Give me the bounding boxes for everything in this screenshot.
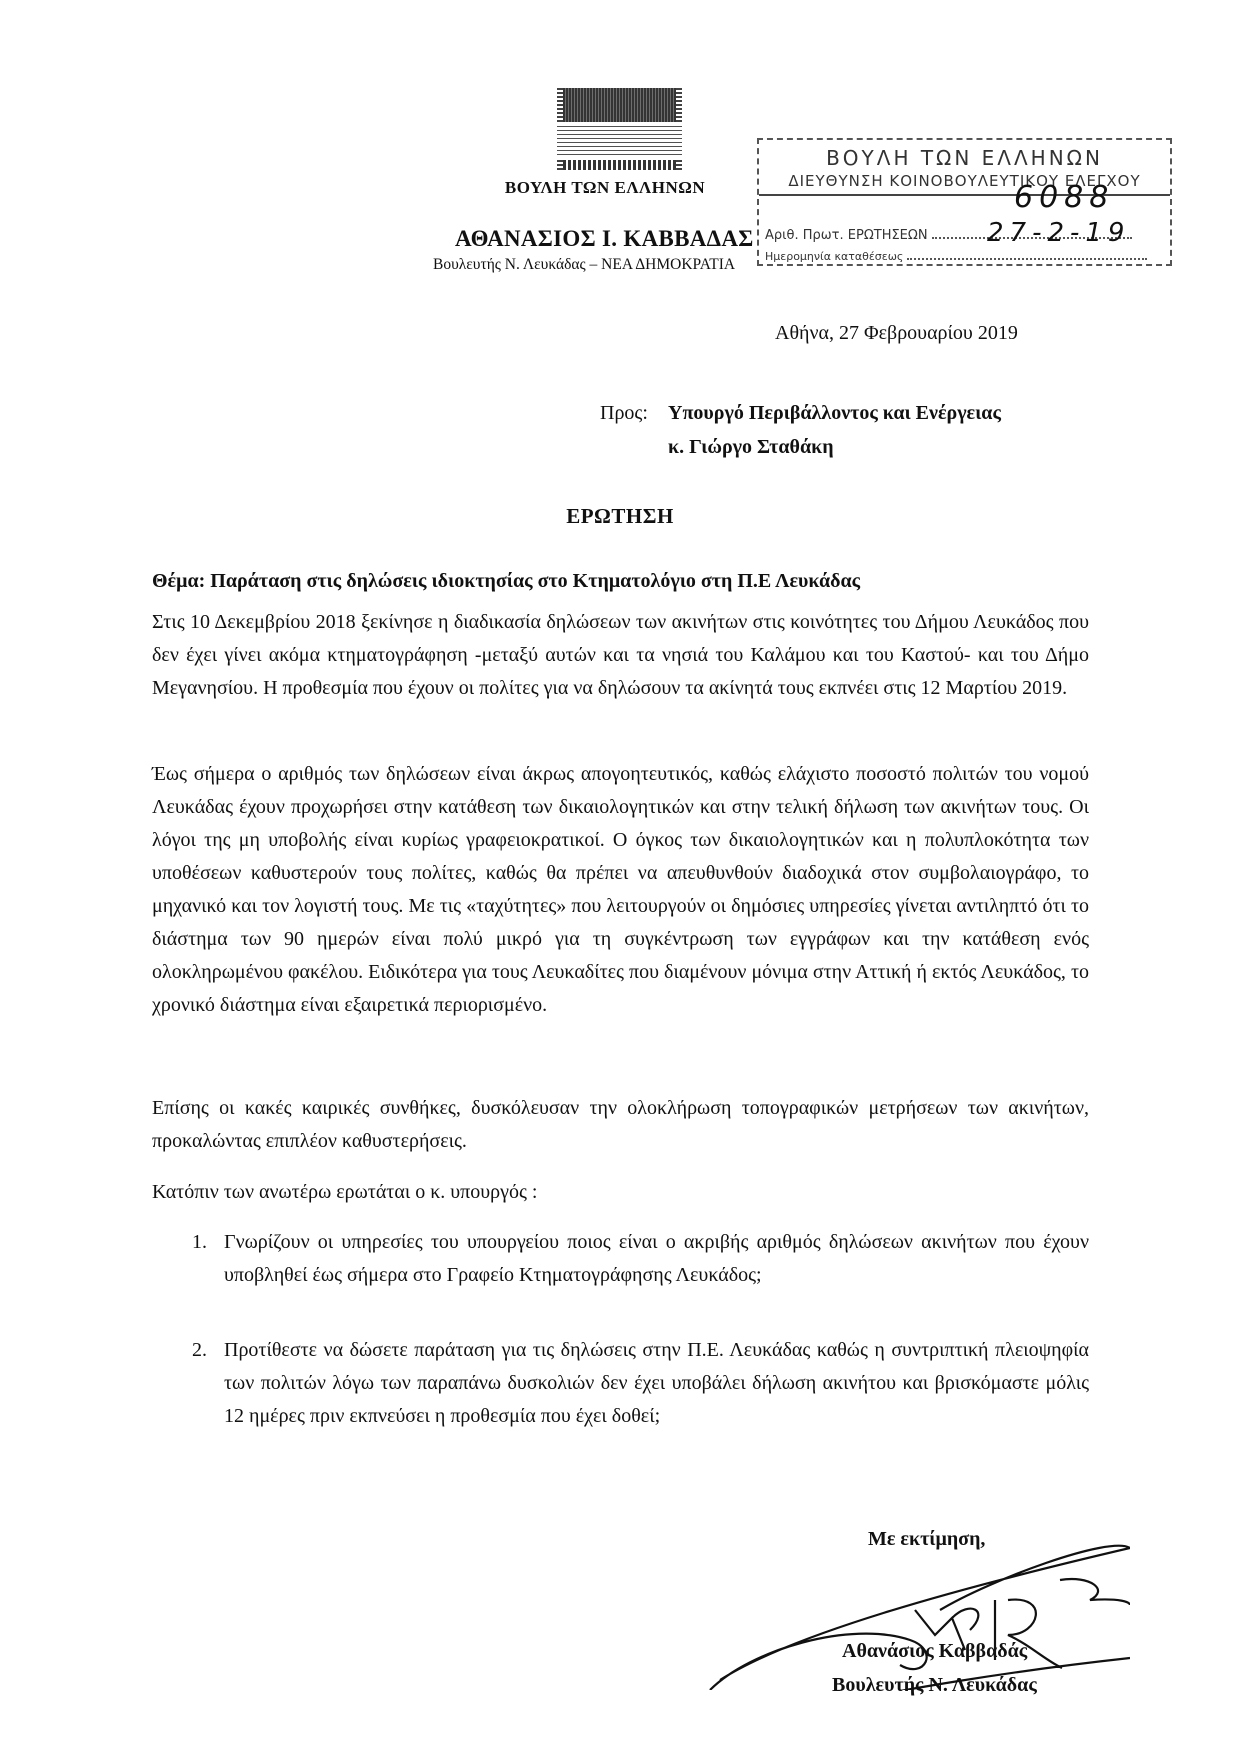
stamp-date-row bbox=[765, 250, 1147, 263]
question-number: 2. bbox=[192, 1339, 207, 1361]
body-paragraph: Επίσης οι κακές καιρικές συνθήκες, δυσκόλευσαν την ολοκλήρωση τοπογραφικών μετρήσεων των ακινήτων, προκαλώντας επιπλέον καθυστερήσεις. bbox=[152, 1097, 1089, 1152]
stamp-date-label: Ημερομηνία καταθέσεως bbox=[765, 250, 904, 263]
mp-name: ΑΘΑΝΑΣΙΟΣ Ι. ΚΑΒΒΑΔΑΣ bbox=[455, 226, 754, 251]
date-line: Αθήνα, 27 Φεβρουαρίου 2019 bbox=[775, 322, 1018, 344]
stamp-subtitle: ΔΙΕΥΘΥΝΣΗ ΚΟΙΝΟΒΟΥΛΕΥΤΙΚΟΥ ΕΛΕΓΧΟΥ bbox=[788, 172, 1141, 190]
question-text: Προτίθεστε να δώσετε παράταση για τις δηλώσεις στην Π.Ε. Λευκάδας καθώς η συντριπτική πλειοψηφία των πολιτών λόγω των παραπάνω δυσκολιών δεν έχει υποβάλει δήλωση ακινήτου και βρισκόμαστε μόλις 12 ημέρες πριν εκπνεύσει η προθεσμία που έχει δοθεί; bbox=[224, 1339, 1089, 1427]
stamp-date-value: 27-2-19 bbox=[987, 218, 1131, 248]
question-text: Γνωρίζουν οι υπηρεσίες του υπουργείου ποιος είναι ο ακριβής αριθμός δηλώσεων ακινήτων που έχουν υποβληθεί έως σήμερα στο Γραφείο Κτηματογράφησης Λευκάδος; bbox=[224, 1231, 1089, 1286]
subject-line: Θέμα: Παράταση στις δηλώσεις ιδιοκτησίας στο Κτηματολόγιο στη Π.Ε Λευκάδας bbox=[152, 570, 861, 592]
body-paragraph: Έως σήμερα ο αριθμός των δηλώσεων είναι άκρως απογοητευτικός, καθώς ελάχιστο ποσοστό πολιτών του νομού Λευκάδας έχουν προχωρήσει στην κατάθεση των δικαιολογητικών και στην τελική δήλωση των ακινήτων τους. Οι λόγοι της μη υποβολής είναι κυρίως γραφειοκρατικοί. Ο όγκος των δικαιολογητικών και η πολυπλοκότητα των υποθέσεων καθυστερούν τους πολίτες, καθώς θα πρέπει να απευθυνθούν διαδοχικά στον συμβολαιογράφο, το μηχανικό και τον λογιστή τους. Με τις «ταχύτητες» που λειτουργούν οι δημόσιες υπηρεσίες γίνεται αντιληπτό ότι το διάστημα των 90 ημερών είναι πολύ μικρό για τη συγκέντρωση των εγγράφων και την κατάθεση ενός ολοκληρωμένου φακέλου. Ειδικότερα για τους Λευκαδίτες που διαμένουν μόνιμα στην Αττική ή εκτός Λευκάδος, το χρονικό διάστημα είναι εξαιρετικά περιορισμένο. bbox=[152, 763, 1089, 1016]
body-paragraph: Στις 10 Δεκεμβρίου 2018 ξεκίνησε η διαδικασία δηλώσεων των ακινήτων στις κοινότητες του Δήμου Λευκάδος που δεν έχει γίνει ακόμα κτηματογράφηση -μεταξύ αυτών και τα νησιά του Καλάμου και του Καστού- και του Δήμο Μεγανησίου. Η προθεσμία που έχουν οι πολίτες για να δηλώσουν τα ακίνητά τους εκπνέει στις 12 Μαρτίου 2019. bbox=[152, 611, 1089, 699]
recipient-ministry: Υπουργό Περιβάλλοντος και Ενέργειας bbox=[668, 402, 1001, 424]
document-title: ΕΡΩΤΗΣΗ bbox=[566, 504, 674, 528]
stamp-dotted-line bbox=[907, 258, 1147, 260]
parliament-emblem-icon bbox=[557, 88, 682, 170]
handwritten-signature-icon bbox=[690, 1540, 1130, 1690]
mp-role: Βουλευτής Ν. Λευκάδας – ΝΕΑ ΔΗΜΟΚΡΑΤΙΑ bbox=[433, 256, 736, 273]
signer-name: Αθανάσιος Καββαδάς bbox=[842, 1640, 1028, 1662]
closing-salutation: Με εκτίμηση, bbox=[868, 1528, 986, 1550]
stamp-protocol-number: 6088 bbox=[1014, 180, 1115, 215]
questions-intro: Κατόπιν των ανωτέρω ερωτάται ο κ. υπουργός : bbox=[152, 1181, 538, 1203]
registration-stamp bbox=[757, 138, 1172, 266]
recipient-label: Προς: bbox=[600, 402, 648, 424]
parliament-name: ΒΟΥΛΗ ΤΩΝ ΕΛΛΗΝΩΝ bbox=[504, 178, 706, 197]
stamp-title: ΒΟΥΛΗ ΤΩΝ ΕΛΛΗΝΩΝ bbox=[826, 146, 1103, 170]
signer-role: Βουλευτής Ν. Λευκάδας bbox=[832, 1674, 1037, 1696]
stamp-protocol-label: Αριθ. Πρωτ. ΕΡΩΤΗΣΕΩΝ bbox=[765, 228, 928, 243]
recipient-person: κ. Γιώργο Σταθάκη bbox=[668, 436, 834, 458]
question-number: 1. bbox=[192, 1231, 207, 1253]
